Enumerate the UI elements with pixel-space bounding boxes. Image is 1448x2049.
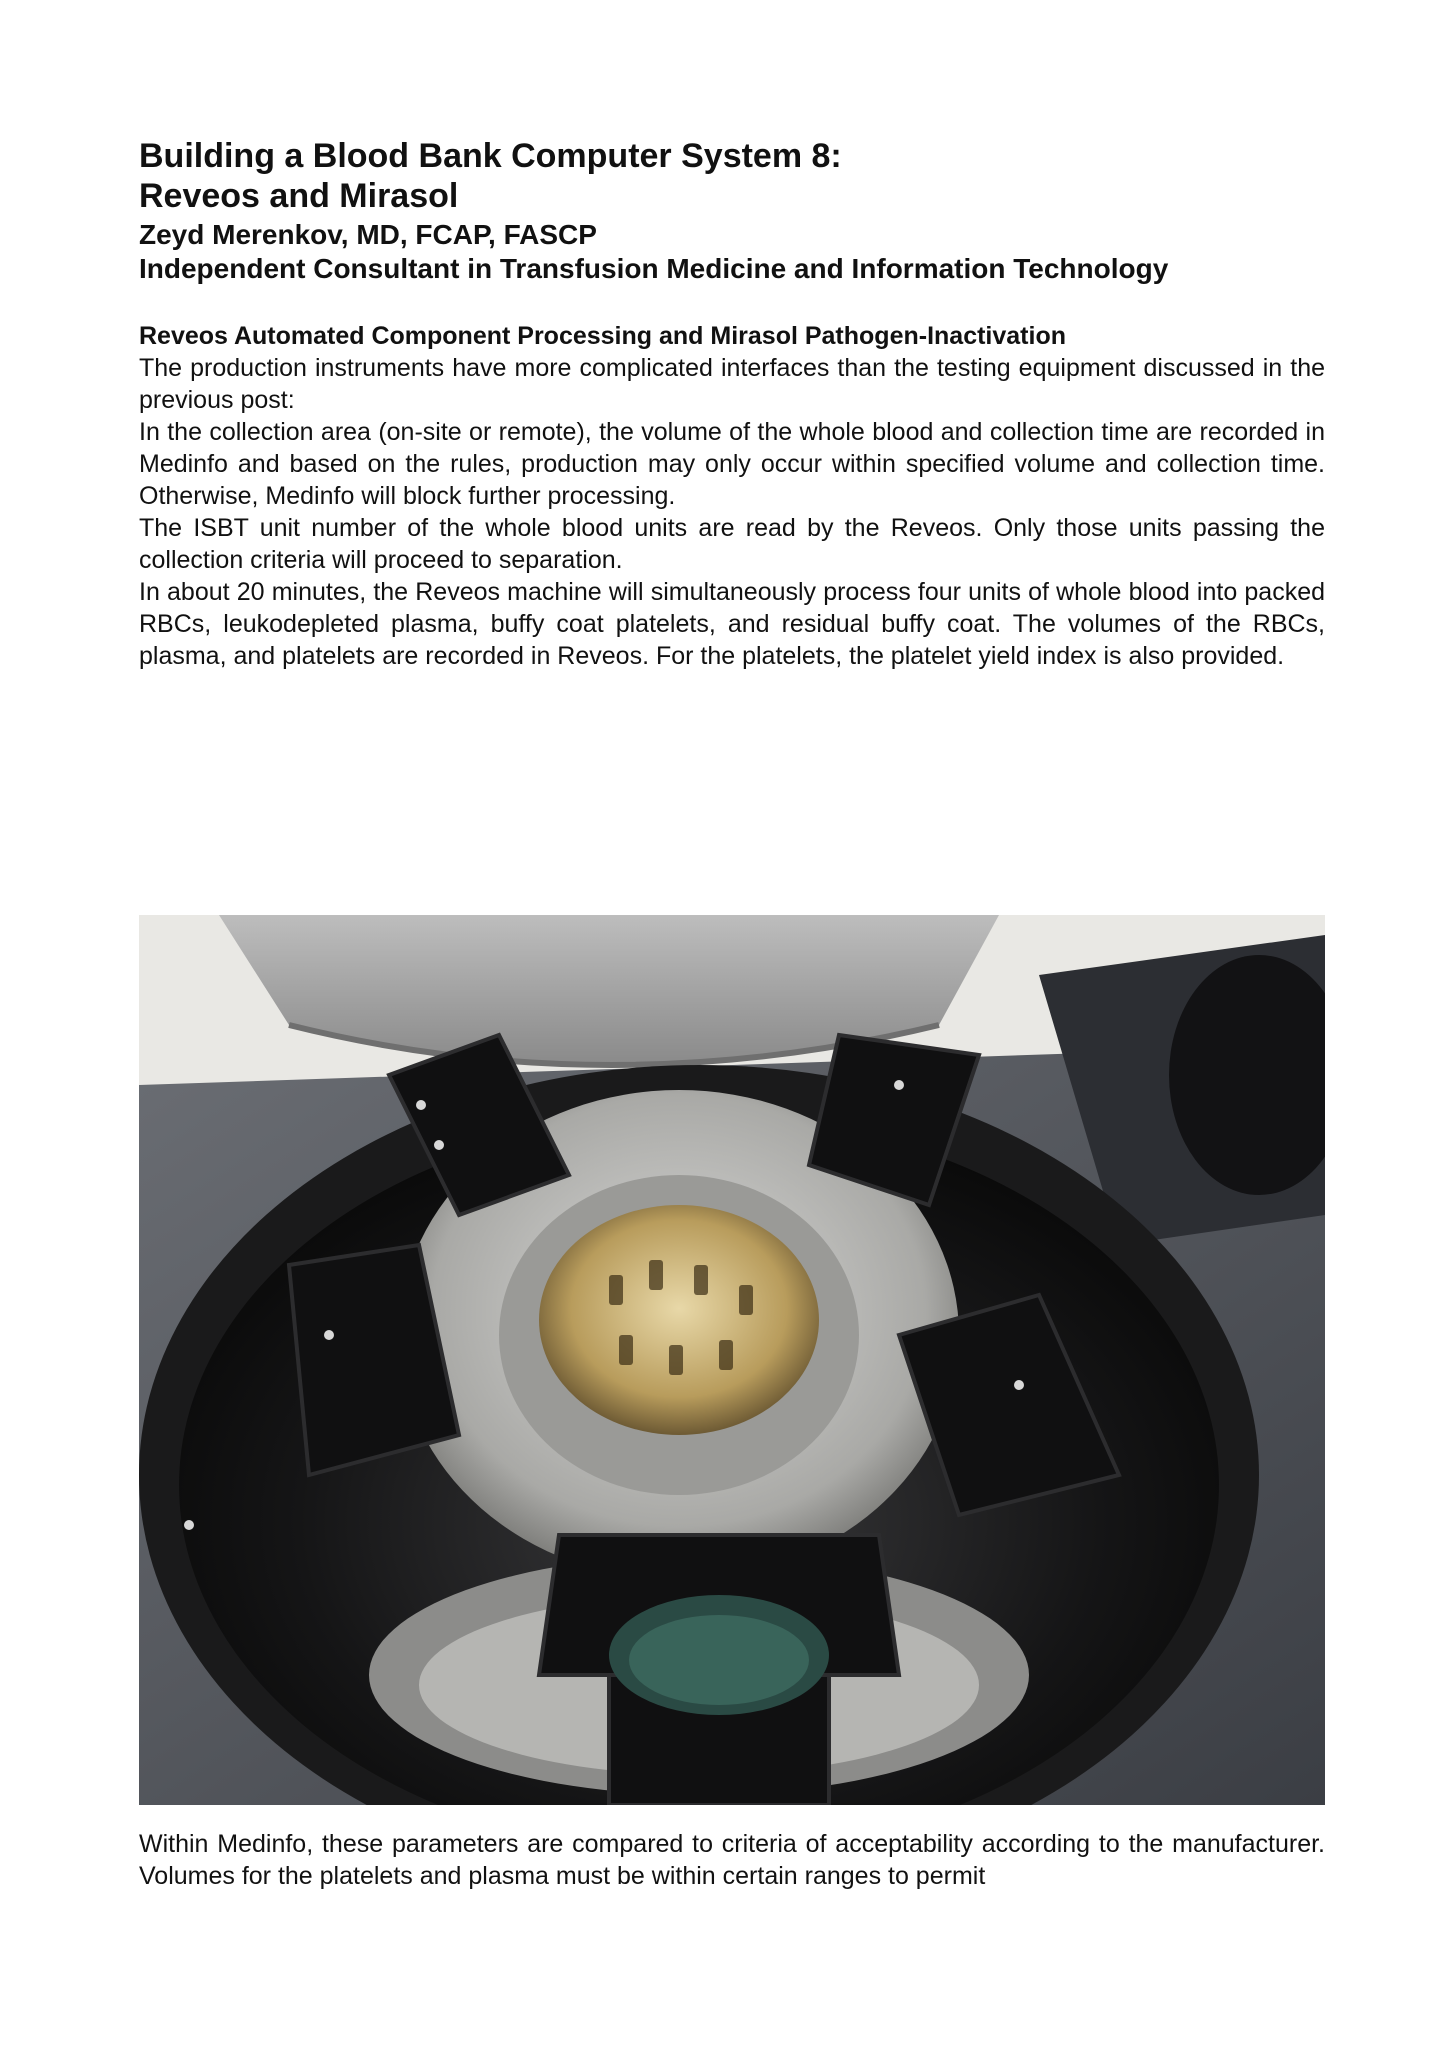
after-photo-text	[139, 1828, 1325, 1892]
title-line-2: Reveos and Mirasol	[139, 177, 459, 215]
document-page	[139, 136, 1325, 672]
paragraph-3: The ISBT unit number of the whole blood units are read by the Reveos. Only those units passing the collection criteria will proceed to separation.	[139, 514, 1325, 574]
paragraph-5: Within Medinfo, these parameters are compared to criteria of acceptability according to the manufacturer. Volumes for the platelets and plasma must be within certain ranges to permit	[139, 1830, 1325, 1890]
paragraph-4: In about 20 minutes, the Reveos machine will simultaneously process four units of whole blood into packed RBCs, leukodepleted plasma, buffy coat platelets, and residual buffy coat. The volumes of the RBCs, plasma, and platelets are recorded in Reveos. For the platelets, the platelet yield index is also provided.	[139, 578, 1325, 670]
document-title	[139, 136, 1325, 216]
section-heading: Reveos Automated Component Processing and Mirasol Pathogen-Inactivation	[139, 322, 1066, 350]
paragraph-1: The production instruments have more complicated interfaces than the testing equipment discussed in the previous post:	[139, 354, 1325, 414]
author-affiliation: Independent Consultant in Transfusion Medicine and Information Technology	[139, 253, 1169, 284]
title-line-1: Building a Blood Bank Computer System 8:	[139, 137, 842, 175]
author-name: Zeyd Merenkov, MD, FCAP, FASCP	[139, 219, 597, 250]
centrifuge-illustration	[139, 915, 1325, 1805]
reveos-centrifuge-photo	[139, 915, 1325, 1805]
paragraph-2: In the collection area (on-site or remote), the volume of the whole blood and collection time are recorded in Medinfo and based on the rules, production may only occur within specified volume and collection time. Otherwise, Medinfo will block further processing.	[139, 418, 1325, 510]
